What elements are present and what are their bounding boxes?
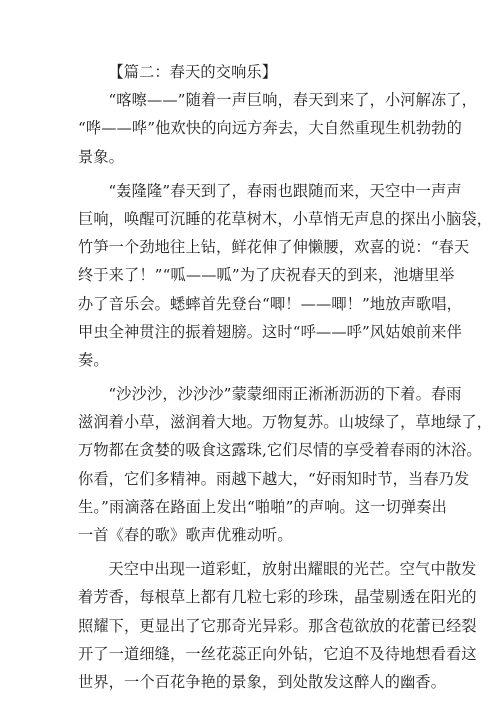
paragraph-line: 开了一道细缝，一丝花蕊正向外钻，它迫不及待地想看看这 [78, 644, 477, 663]
paragraph-line: 巨响，唤醒可沉睡的花草树木，小草悄无声息的探出小脑袋， [78, 209, 493, 228]
paragraph-line: 生。”雨滴落在路面上发出“啪啪”的声响。这一切弹奏出 [78, 497, 447, 516]
paragraph-line: “哗——哗”他欢快的向远方奔去，大自然重现生机勃勃的 [78, 119, 462, 138]
paragraph-line: 天空中出现一道彩虹，放射出耀眼的光芒。空气中散发 [108, 560, 477, 579]
paragraph-line: 奏。 [78, 350, 109, 369]
paragraph-2 [78, 177, 493, 374]
paragraph-line: 照耀下，更显出了它那奇光异彩。那含苞欲放的花蕾已经裂 [78, 616, 477, 635]
section-heading: 【篇二：春天的交响乐】 [108, 63, 278, 81]
paragraph-line: 一首《春的歌》歌声优雅动听。 [78, 526, 293, 544]
paragraph-line: 竹笋一个劲地往上钻，鲜花伸了伸懒腰，欢喜的说：“春天 [78, 238, 470, 257]
document-body [78, 58, 493, 696]
paragraph-line: 景象。 [78, 147, 125, 166]
paragraph-line: “沙沙沙，沙沙沙”蒙蒙细雨正淅淅沥沥的下着。春雨 [108, 385, 462, 404]
paragraph-line: 万物都在贪婪的吸食这露珠,它们尽情的享受着春雨的沐浴。 [78, 441, 482, 460]
paragraph-line: “喀嚓——”随着一声巨响，春天到来了，小河解冻了， [108, 91, 477, 110]
paragraph-4 [78, 555, 477, 696]
paragraph-line: 世界，一个百花争艳的景象，到处散发这醉人的幽香。 [78, 672, 447, 691]
paragraph-line: 你看，它们多精神。雨越下越大，“好雨知时节，当春乃发 [78, 469, 470, 488]
paragraph-line: 终于来了！”“呱——呱”为了庆祝春天的到来，池塘里举 [78, 266, 455, 285]
paragraph-line: 着芳香，每根草上都有几粒七彩的珍珠，晶莹剔透在阳光的 [78, 588, 477, 607]
paragraph-line: 滋润着小草，滋润着大地。万物复苏。山坡绿了，草地绿了， [78, 413, 493, 432]
paragraph-line: 甲虫全神贯注的振着翅膀。这时“呼——呼”风姑娘前来伴 [78, 322, 462, 341]
paragraph-line: “轰隆隆”春天到了，春雨也跟随而来，天空中一声声 [108, 181, 462, 200]
paragraph-1 [78, 86, 477, 171]
paragraph-line: 办了音乐会。蟋蟀首先登台“唧！——唧！”地放声歌唱， [78, 294, 462, 313]
paragraph-3 [78, 380, 493, 549]
